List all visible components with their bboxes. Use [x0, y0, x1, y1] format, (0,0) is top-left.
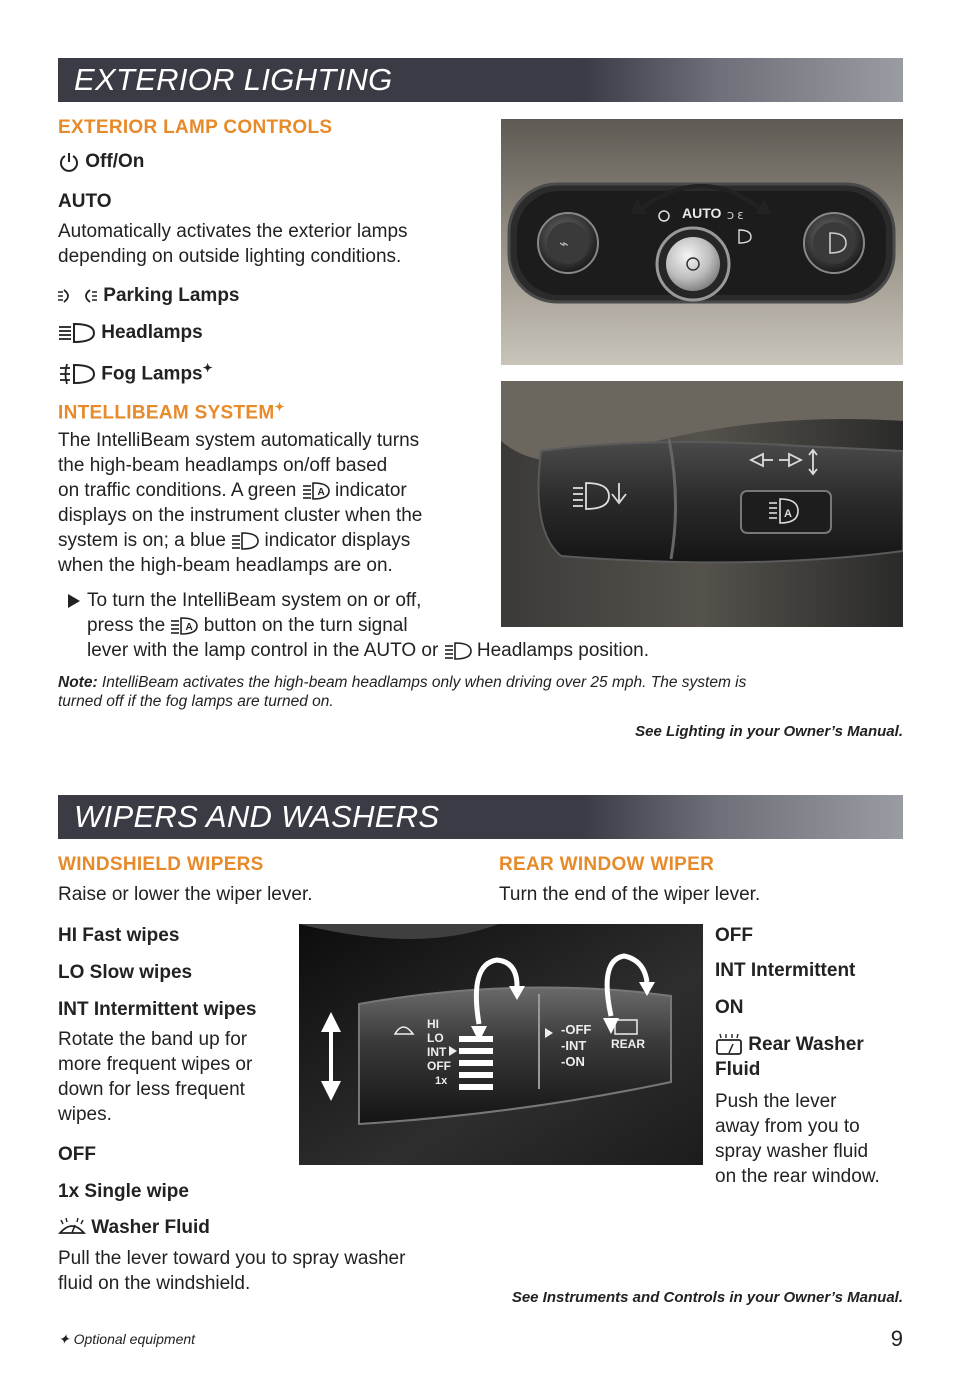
lamp-control-photo — [501, 119, 903, 365]
svg-text:A: A — [317, 486, 325, 498]
text-part: lever with the lamp control in the AUTO or — [87, 640, 439, 661]
rear-description-line: Push the lever — [715, 1091, 837, 1112]
section-title: WIPERS AND WASHERS — [74, 799, 440, 834]
power-icon — [58, 151, 80, 173]
parking-lamps-label: Parking Lamps — [103, 285, 240, 306]
lever-rear-int-label: -INT — [561, 1038, 587, 1053]
lever-rear-label: REAR — [611, 1037, 646, 1051]
svg-text:Ɔ Ɛ: Ɔ Ɛ — [727, 211, 744, 222]
windshield-wipers-heading: WINDSHIELD WIPERS — [58, 854, 264, 875]
parking-lamps-icon — [58, 286, 98, 306]
section-bar-wipers — [58, 795, 903, 839]
wiper-lever-photo — [299, 924, 703, 1165]
bullet-line: To turn the IntelliBeam system on or off, — [87, 590, 422, 611]
headlamps-label: Headlamps — [101, 322, 203, 344]
text-part: Headlamps position. — [476, 640, 650, 661]
text-part: system is on; a blue — [58, 530, 226, 551]
intellibeam-line — [58, 528, 410, 553]
parking-lamps-item — [58, 285, 240, 307]
rear-washer-icon — [715, 1034, 743, 1056]
auto-description-line: depending on outside lighting conditions. — [58, 246, 402, 267]
off-item: OFF — [58, 1144, 96, 1165]
bullet-line — [87, 638, 649, 663]
intellibeam-line: The IntelliBeam system automatically turns — [58, 430, 420, 451]
rear-description-line: spray washer fluid — [715, 1141, 869, 1162]
see-lighting-reference: See Lighting in your Owner’s Manual. — [635, 723, 903, 740]
turn-signal-lever-photo — [501, 381, 903, 627]
lever-hi-label: HI — [427, 1017, 439, 1031]
intellibeam-line — [58, 478, 407, 503]
int-item: INT Intermittent wipes — [58, 999, 257, 1020]
headlamps-icon — [444, 642, 472, 660]
high-beam-indicator-icon — [231, 532, 259, 550]
svg-text:A: A — [784, 508, 792, 520]
fog-lamps-icon — [58, 362, 96, 386]
intellibeam-line: displays on the instrument cluster when the — [58, 505, 423, 526]
text-part: indicator — [334, 480, 407, 501]
fog-lamps-item — [58, 361, 213, 386]
rear-int-item: INT Intermittent — [715, 960, 856, 981]
exterior-lamp-controls-heading: EXTERIOR LAMP CONTROLS — [58, 117, 333, 138]
lever-rear-off-label: -OFF — [561, 1022, 592, 1037]
optional-equipment-footnote — [58, 1331, 195, 1348]
auto-description-line: Automatically activates the exterior lamps — [58, 221, 408, 242]
rear-window-wiper-heading: REAR WINDOW WIPER — [499, 854, 715, 875]
turn-signal-lever-illustration — [501, 381, 903, 627]
headlamps-icon — [58, 322, 96, 344]
washer-fluid-icon — [58, 1217, 86, 1239]
intellibeam-heading-text: INTELLIBEAM SYSTEM — [58, 402, 275, 424]
rear-window-wiper-description: Turn the end of the wiper lever. — [499, 884, 761, 905]
text-part: press the — [87, 615, 166, 636]
rear-washer-label-2: Fluid — [715, 1059, 761, 1080]
intellibeam-line: the high-beam headlamps on/off based — [58, 455, 388, 476]
optional-mark: ✦ — [58, 1331, 70, 1347]
intellibeam-line: when the high-beam headlamps are on. — [58, 555, 393, 576]
text-part: on traffic conditions. A green — [58, 480, 297, 501]
optional-mark: ✦ — [202, 361, 213, 375]
int-description-line: wipes. — [58, 1104, 112, 1125]
text-part: indicator displays — [264, 530, 411, 551]
lo-item: LO Slow wipes — [58, 962, 193, 983]
text-part: button on the turn signal — [203, 615, 408, 636]
bullet-line — [87, 613, 408, 638]
rear-off-item: OFF — [715, 925, 753, 946]
rear-washer-label: Rear Washer — [748, 1034, 864, 1056]
washer-fluid-label: Washer Fluid — [91, 1217, 210, 1239]
lever-lo-label: LO — [427, 1031, 444, 1045]
note-line: turned off if the fog lamps are turned on. — [58, 693, 334, 710]
single-wipe-item: 1x Single wipe — [58, 1181, 189, 1202]
section-bar-exterior-lighting — [58, 58, 903, 102]
wiper-lever-illustration — [299, 924, 703, 1165]
rear-description-line: away from you to — [715, 1116, 860, 1137]
section-title: EXTERIOR LIGHTING — [74, 62, 393, 97]
int-description-line: Rotate the band up for — [58, 1029, 248, 1050]
intellibeam-button-icon — [170, 617, 198, 635]
windshield-wipers-description: Raise or lower the wiper lever. — [58, 884, 313, 905]
svg-text:A: A — [185, 621, 194, 633]
auto-label: AUTO — [58, 191, 112, 212]
see-instruments-reference: See Instruments and Controls in your Owner’s Manual. — [511, 1289, 903, 1306]
int-description-line: more frequent wipes or — [58, 1054, 253, 1075]
note-label: Note: — [58, 674, 98, 691]
intellibeam-indicator-icon — [302, 482, 330, 500]
lever-int-label: INT — [427, 1045, 447, 1059]
lever-1x-label: 1x — [435, 1075, 448, 1087]
note-line — [58, 673, 903, 692]
bullet-arrow-icon — [68, 594, 80, 613]
int-description-line: down for less frequent — [58, 1079, 245, 1100]
washer-description-line: fluid on the windshield. — [58, 1273, 251, 1294]
note-text: IntelliBeam activates the high-beam headlamps only when driving over 25 mph. The system is — [101, 674, 747, 691]
lamp-control-illustration — [501, 119, 903, 365]
hi-item: HI Fast wipes — [58, 925, 180, 946]
washer-fluid-item — [58, 1217, 210, 1239]
page-number: 9 — [890, 1326, 903, 1351]
lever-off-label: OFF — [427, 1059, 451, 1073]
rear-on-item: ON — [715, 997, 744, 1018]
off-on-item — [58, 151, 144, 173]
svg-text:⌁: ⌁ — [559, 234, 569, 253]
note — [58, 673, 903, 711]
optional-mark: ✦ — [274, 400, 285, 414]
photo-auto-label: AUTO — [682, 205, 722, 221]
optional-equipment-label: Optional equipment — [73, 1331, 196, 1347]
headlamps-item — [58, 322, 203, 344]
off-on-label: Off/On — [85, 151, 145, 173]
fog-lamps-label: Fog Lamps — [101, 363, 203, 385]
lever-rear-on-label: -ON — [561, 1054, 585, 1069]
intellibeam-heading — [58, 400, 285, 424]
rear-description-line: on the rear window. — [715, 1166, 880, 1187]
rear-washer-item — [715, 1034, 864, 1056]
washer-description-line: Pull the lever toward you to spray washer — [58, 1248, 406, 1269]
